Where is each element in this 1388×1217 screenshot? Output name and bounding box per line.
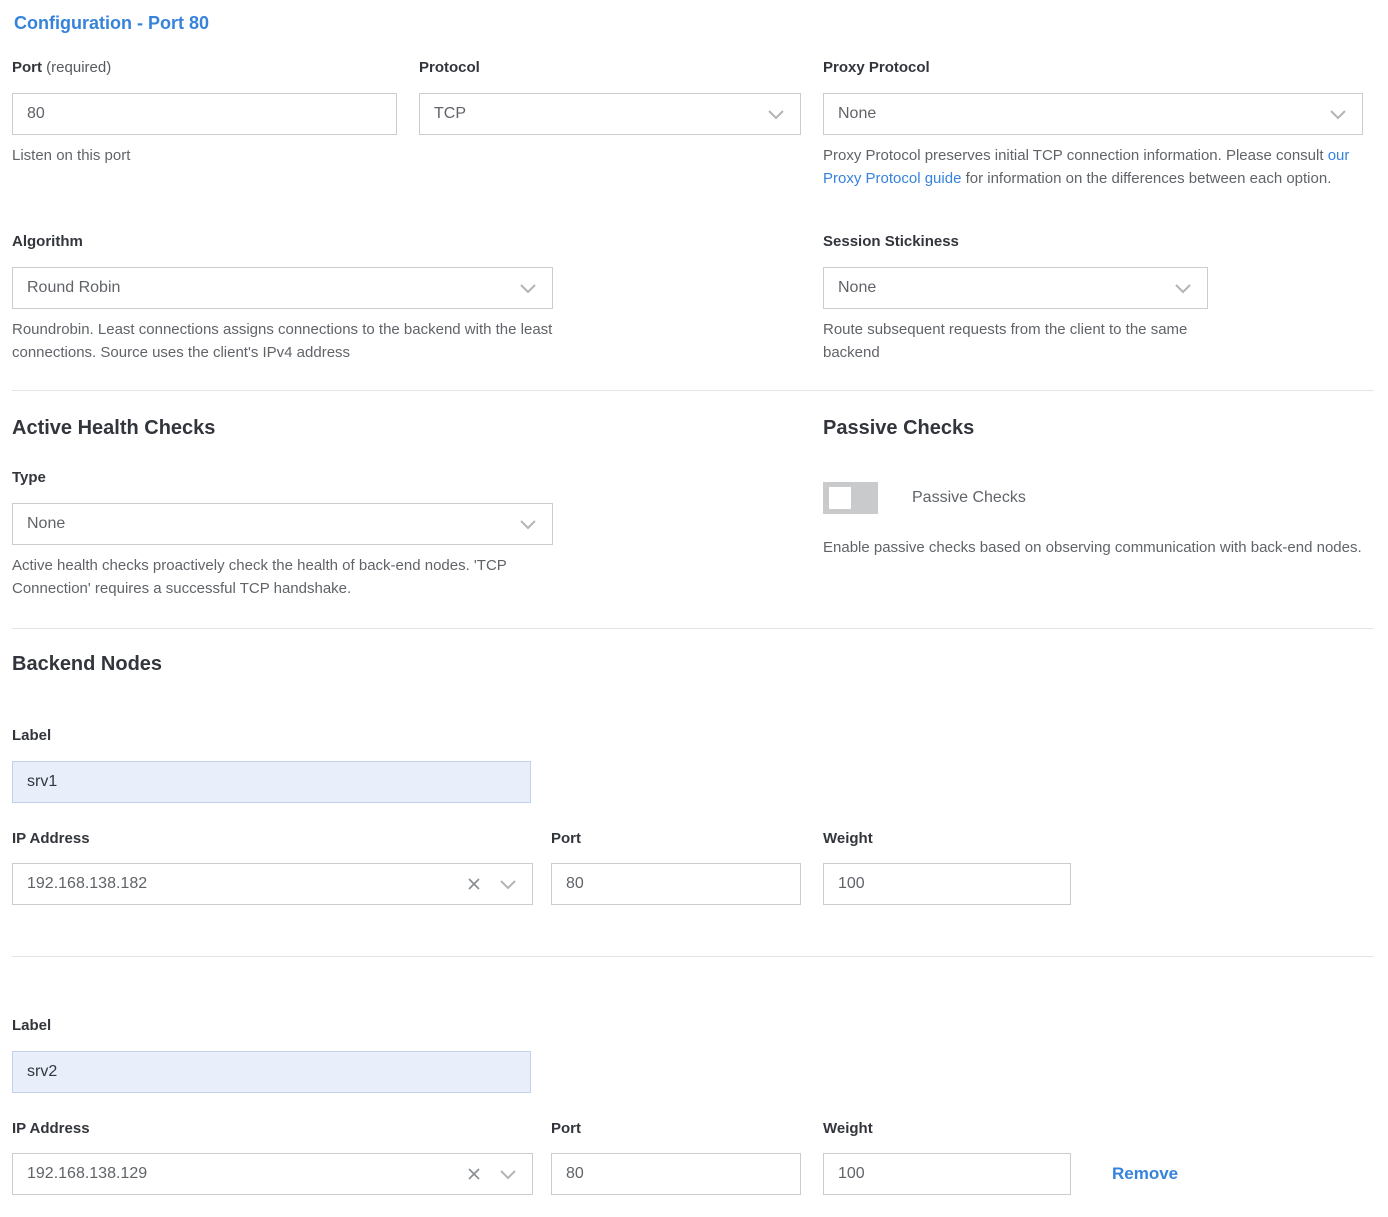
health-check-type-select[interactable]: [12, 503, 553, 545]
health-check-type-helper: Active health checks proactively check the health of back-end nodes. 'TCP Connection' requires a successful TCP handshake.: [12, 557, 507, 597]
node2-port-label: Port: [551, 1120, 581, 1137]
passive-checks-helper: Enable passive checks based on observing communication with back-end nodes.: [823, 539, 1362, 556]
node2-weight-input[interactable]: [823, 1153, 1071, 1195]
node1-port-input[interactable]: [551, 863, 801, 905]
proxy-protocol-guide-link[interactable]: our Proxy Protocol guide: [823, 147, 1350, 187]
algorithm-label: Algorithm: [12, 233, 83, 250]
node1-ip-value: 192.168.138.182: [27, 875, 148, 892]
proxy-protocol-select[interactable]: [823, 93, 1363, 135]
remove-node-button[interactable]: Remove: [1112, 1164, 1179, 1183]
node2-ip-value: 192.168.138.129: [27, 1165, 148, 1182]
chevron-down-icon: [516, 512, 540, 536]
health-check-type-group: [12, 468, 553, 600]
session-stickiness-select[interactable]: [823, 267, 1208, 309]
chevron-down-icon: [1171, 276, 1195, 300]
proxy-helper-before: Proxy Protocol preserves initial TCP connection information. Please consult: [823, 147, 1328, 164]
passive-checks-group: [823, 482, 1363, 559]
node2-label-input[interactable]: [12, 1051, 531, 1093]
algorithm-select[interactable]: [12, 267, 553, 309]
port-helper: Listen on this port: [12, 147, 131, 164]
node1-weight-input[interactable]: [823, 863, 1071, 905]
node1-label-label: Label: [12, 727, 52, 744]
algorithm-field-group: [12, 232, 553, 364]
chevron-down-icon: [516, 276, 540, 300]
node2-ip-label: IP Address: [12, 1120, 90, 1137]
node2-weight-label: Weight: [823, 1120, 873, 1137]
port-label: Port (required): [12, 59, 112, 76]
node2-ip-combobox[interactable]: [12, 1153, 533, 1195]
protocol-select[interactable]: [419, 93, 801, 135]
passive-checks-toggle[interactable]: [823, 482, 878, 514]
backend-nodes-heading: Backend Nodes: [12, 653, 163, 675]
section-divider: [12, 628, 1374, 629]
toggle-knob: [829, 487, 851, 509]
chevron-down-icon: [764, 102, 788, 126]
node1-port-label: Port: [551, 830, 581, 847]
port-input[interactable]: [12, 93, 397, 135]
proxy-protocol-label: Proxy Protocol: [823, 59, 930, 76]
protocol-field-group: [419, 58, 801, 135]
passive-checks-toggle-label: Passive Checks: [912, 489, 1026, 506]
algorithm-helper: Roundrobin. Least connections assigns connections to the backend with the least connections. Source uses the client's IPv4 address: [12, 321, 553, 361]
protocol-label: Protocol: [419, 59, 480, 76]
node-divider: [12, 956, 1374, 957]
port-field-group: [12, 58, 397, 167]
node1-label-input[interactable]: [12, 761, 531, 803]
session-stickiness-helper: Route subsequent requests from the client to the same backend: [823, 321, 1188, 361]
proxy-protocol-field-group: [823, 58, 1363, 190]
health-check-type-select-value: None: [27, 515, 66, 532]
protocol-select-value: TCP: [434, 105, 466, 122]
node1-weight-label: Weight: [823, 830, 873, 847]
chevron-down-icon[interactable]: [496, 872, 520, 896]
algorithm-select-value: Round Robin: [27, 279, 121, 296]
chevron-down-icon: [1326, 102, 1350, 126]
session-stickiness-label: Session Stickiness: [823, 233, 959, 250]
passive-checks-heading: Passive Checks: [823, 417, 975, 439]
section-divider: [12, 390, 1374, 391]
node1-ip-combobox[interactable]: [12, 863, 533, 905]
proxy-helper-after: for information on the differences between each option.: [961, 170, 1332, 187]
chevron-down-icon[interactable]: [496, 1162, 520, 1186]
health-check-type-label: Type: [12, 469, 46, 486]
port-required-suffix: (required): [46, 59, 112, 76]
session-stickiness-select-value: None: [838, 279, 877, 296]
node1-ip-label: IP Address: [12, 830, 90, 847]
proxy-protocol-helper: [823, 144, 1363, 190]
node2-port-input[interactable]: [551, 1153, 801, 1195]
proxy-protocol-select-value: None: [838, 105, 877, 122]
clear-icon[interactable]: [464, 874, 484, 894]
clear-icon[interactable]: [464, 1164, 484, 1184]
session-stickiness-field-group: [823, 232, 1208, 364]
active-health-checks-heading: Active Health Checks: [12, 417, 216, 439]
node2-label-label: Label: [12, 1017, 52, 1034]
configuration-title[interactable]: Configuration - Port 80: [14, 13, 209, 33]
